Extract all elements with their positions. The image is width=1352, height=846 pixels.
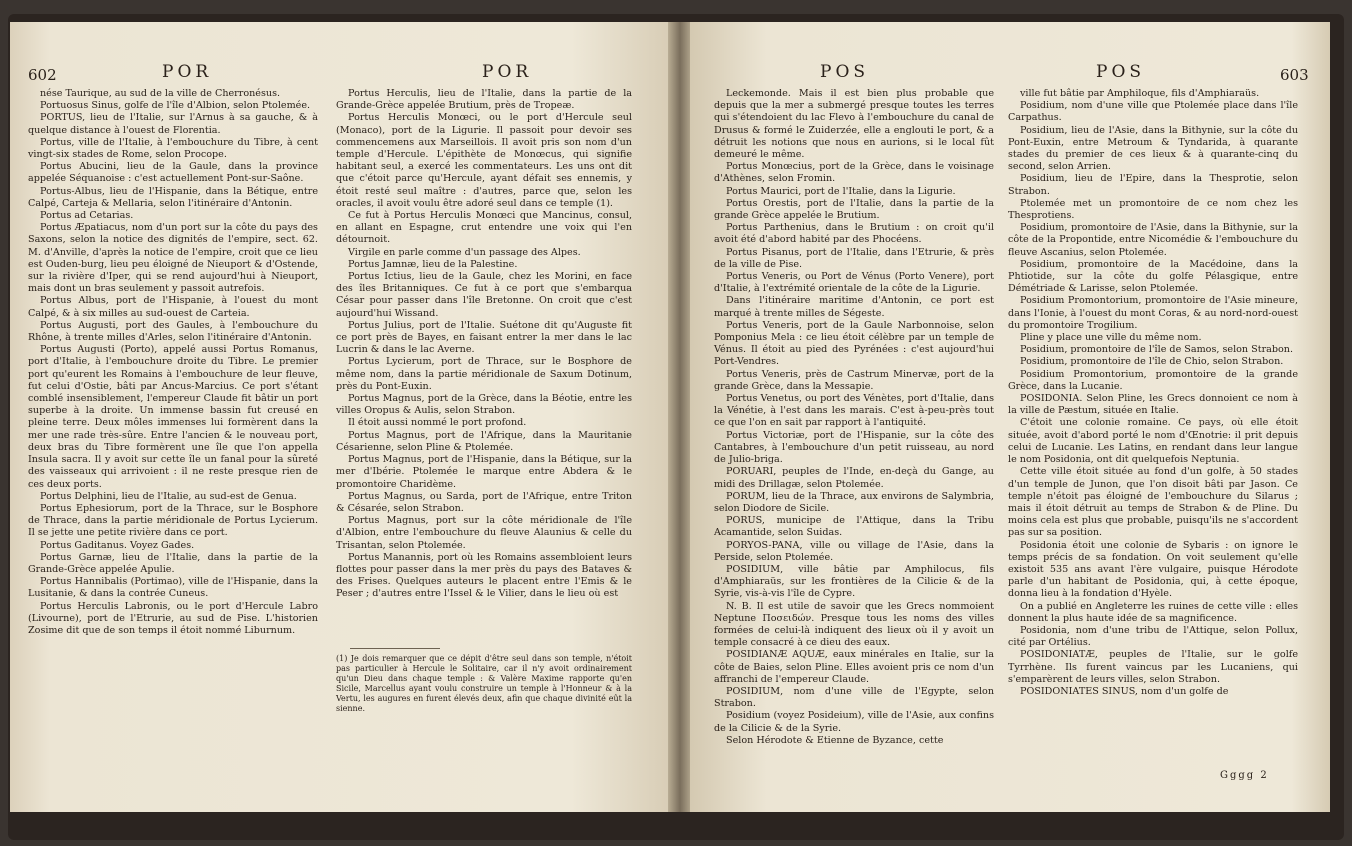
left-col1-entry: Portus ad Cetarias. [40,210,134,222]
left-col2-entry: Portus Magnus, ou Sarda, port de l'Afrique, entre Triton & Césarée, selon Strabon. [336,490,632,514]
right-col1-entry: PORUARI, peuples de l'Inde, en-deçà du Gange, au midi des Drillagæ, selon Ptolemée. [714,466,994,490]
left-col2-entry: Portus Jamnæ, lieu de la Palestine. [348,258,518,270]
right-running-head-2: POS [1096,62,1146,82]
right-col1-entry: Portus Veneris, près de Castrum Minervæ, port de la grande Grèce, dans la Messapie. [714,368,994,392]
right-col1-entry: Portus Maurici, port de l'Italie, dans la Ligurie. [726,185,956,197]
right-col2-entry: POSIDONIATES SINUS, nom d'un golfe de [1020,685,1229,697]
left-col2-entry: Portus Manannis, port où les Romains assembloient leurs flottes pour passer dans la mer près du pays des Bataves & des Frises. Quelques auteurs le placent entre l'Emis & le Peser ; d'autres entre l'Issel & le Vilier, dans le lieu où est [336,551,632,600]
right-col1-entry: Portus Parthenius, dans le Brutium : on croit qu'il avoit été d'abord habité par des Phocéens. [714,222,994,246]
left-footnote: (1) Je dois remarquer que ce dépit d'être seul dans son temple, n'étoit pas particulier à Hercule le Solitaire, car il n'y avoit ordinairement qu'un Dieu dans chaque temple : & Valère Maxime rapporte qu'en Sicile, Marcellus ayant voulu construire un temple à l'Honneur & à la Vertu, les augures en furent élevés deux, afin que chaque divinité eût la sienne. [336,654,632,713]
right-col1-entry: POSIDIANÆ AQUÆ, eaux minérales en Italie, sur la côte de Baies, selon Pline. Elles avoient pris ce nom d'un affranchi de l'empereur Claude. [714,649,994,685]
right-col2-entry: Posidonia étoit une colonie de Sybaris : on ignore le temps précis de sa fondation. On voit seulement qu'elle existoit 535 ans avant l'ère vulgaire, puisque Hérodote parle d'un habitant de Posidonia, qui, à cette époque, donna lieu à la fondation d'Hyèle. [1008,539,1298,600]
left-col2-entry: Portus Magnus, port de l'Hispanie, dans la Bétique, sur la mer d'Ibérie. Ptolemée le marque entre Abdera & le promontoire Charidème. [336,454,632,490]
left-col1-entry: Portus Albus, port de l'Hispanie, à l'ouest du mont Calpé, & à six milles au sud-ouest de Carteia. [28,295,318,319]
right-col2-entry: Posidonia, nom d'une tribu de l'Attique, selon Pollux, cité par Ortélius. [1008,624,1298,649]
right-col2-entry: Posidium Promontorium, promontoire de l'Asie mineure, dans l'Ionie, à l'ouest du mont Coras, & au nord-nord-ouest du promontoire Trogilium. [1008,295,1298,331]
left-col2-entry: Portus Herculis, lieu de l'Italie, dans la partie de la Grande-Grèce appelée Brutium, près de Tropeæ. [336,88,632,112]
right-col1-entry: Portus Orestis, port de l'Italie, dans la partie de la grande Grèce appelée le Brutium. [714,197,994,222]
left-col1-entry: Portus Augusti (Porto), appelé aussi Portus Romanus, port d'Italie, à l'embouchure droite du Tibre. Le premier port qu'eurent les Romains à l'embouchure de leur fleuve, fut celui d'Ostie, bâti par Ancus-Marcius. Ce port s'étant comblé insensiblement, l'empereur Claude fit bâtir un port superbe à la droite. Un immense bassin fut creusé en pleine terre. Deux môles immenses lui formèrent dans la mer une rade très-sûre. Entre l'ancien & le nouveau port, deux bras du Tibre formèrent une île que l'on appella Insula sacra. Il y avoit sur cette île un fanal pour la sûreté des vaisseaux qui arrivoient : il ne reste presque rien de ces deux ports. [28,344,318,490]
right-col2-entry: Posidium, promontoire de l'Asie, dans la Bithynie, sur la côte de la Propontide, entre Nicomédie & l'embouchure du fleuve Ascanius, selon Ptolemée. [1008,222,1298,258]
book-gutter [668,22,692,812]
left-page-number: 602 [28,66,57,84]
right-col2-entry: Ptolemée met un promontoire de ce nom chez les Thesprotiens. [1008,197,1298,222]
right-col2-entry: Posidium, lieu de l'Epire, dans la Thesprotie, selon Strabon. [1008,173,1298,197]
left-column-2 [336,88,632,640]
left-col1-entry: Portus Delphini, lieu de l'Italie, au sud-est de Genua. [40,490,297,502]
left-col2-entry: Portus Magnus, port de l'Afrique, dans la Mauritanie Césarienne, selon Pline & Ptolemée. [336,429,632,453]
right-col1-entry: N. B. Il est utile de savoir que les Grecs nommoient Neptune Ποσειδών. Presque tous les noms des villes formées de celui-là indiquent des lieux où il y avoit un temple consacré à ce dieu des eaux. [714,600,994,649]
left-col1-entry: Portus Gaditanus. Voyez Gades. [40,539,195,551]
left-running-head-2: POR [482,62,533,82]
right-page-number: 603 [1280,66,1309,84]
left-col2-entry: Portus Julius, port de l'Italie. Suétone dit qu'Auguste fit ce port près de Bayes, en faisant entrer la mer dans le lac Lucrin & dans le lac Averne. [336,319,632,356]
right-col1-entry: Portus Pisanus, port de l'Italie, dans l'Etrurie, & près de la ville de Pise. [714,246,994,270]
right-col2-entry: Posidium, promontoire de la Macédoine, dans la Phtiotide, sur la côte du golfe Pélasgique, entre Démétriade & Larisse, selon Ptolemée. [1008,258,1298,295]
right-col2-entry: On a publié en Angleterre les ruines de cette ville : elles donnent la plus haute idée de sa magnificence. [1008,600,1298,624]
left-running-head: POR [162,62,213,82]
left-col1-entry: Portuosus Sinus, golfe de l'île d'Albion, selon Ptolemée. [40,100,311,112]
right-column-2 [1008,88,1298,748]
right-col2-entry: Posidium, promontoire de l'île de Chio, selon Strabon. [1020,356,1284,368]
right-col2-entry: Pline y place une ville du même nom. [1020,332,1202,344]
right-col1-entry: POSIDIUM, nom d'une ville de l'Egypte, selon Strabon. [714,685,994,710]
left-col2-entry: Il étoit aussi nommé le port profond. [348,417,527,429]
footnote-rule [350,648,440,649]
right-col2-entry: Posidium, promontoire de l'île de Samos, selon Strabon. [1020,344,1294,356]
right-col1-entry: Posidium (voyez Posideium), ville de l'Asie, aux confins de la Cilicie & de la Syrie. [714,710,994,734]
left-col1-entry: Portus Æpatiacus, nom d'un port sur la côte du pays des Saxons, selon la notice des dignités de l'empire, sect. 62. M. d'Anville, d'après la notice de l'empire, croit que ce lieu est Ouden-burg, lieu peu éloigné de Nieuport & d'Ostende, sur la rivière d'Iper, qui se rend aujourd'hui à Nieuport, mais dont un bras seulement y passoit autrefois. [28,222,318,295]
left-page [10,22,670,812]
left-col1-entry: Portus Hannibalis (Portimao), ville de l'Hispanie, dans la Lusitanie, & dans la contrée Cuneus. [28,576,318,600]
left-col1-entry: Portus Garnæ, lieu de l'Italie, dans la partie de la Grande-Grèce appelée Apulie. [28,551,318,575]
right-col2-entry: POSIDONIATÆ, peuples de l'Italie, sur le golfe Tyrrhène. Ils furent vaincus par les Lucaniens, qui s'emparèrent de leurs villes, selon Strabon. [1008,649,1298,685]
right-col2-entry: ville fut bâtie par Amphiloque, fils d'Amphiaraüs. [1020,88,1260,99]
left-col2-entry: Virgile en parle comme d'un passage des Alpes. [348,246,581,258]
left-col1-entry: nése Taurique, au sud de la ville de Cherronésus. [40,88,281,99]
left-col1-entry: Portus, ville de l'Italie, à l'embouchure du Tibre, à cent vingt-six stades de Rome, selon Procope. [28,136,318,161]
right-col2-entry: Cette ville étoit située au fond d'un golfe, à 50 stades d'un temple de Junon, que l'on disoit bâti par Jason. Ce temple n'étoit pas éloigné de l'embouchure du Silarus ; mais il étoit détruit au temps de Strabon & de Pline. Du moins cela est plus que probable, puisqu'ils ne s'accordent pas sur sa position. [1008,466,1298,539]
right-col1-entry: PORUM, lieu de la Thrace, aux environs de Salymbria, selon Diodore de Sicile. [714,490,994,514]
right-col1-entry: Portus Victoriæ, port de l'Hispanie, sur la côte des Cantabres, à l'embouchure d'un petit ruisseau, au nord de Julio-briga. [714,429,994,466]
left-col2-entry: Portus Ictius, lieu de la Gaule, chez les Morini, en face des îles Britanniques. Ce fut à ce port que s'embarqua César pour passer dans l'île Bretonne. On croit que c'est aujourd'hui Wissand. [336,271,632,319]
right-col2-entry: Posidium, lieu de l'Asie, dans la Bithynie, sur la côte du Pont-Euxin, entre Metroum & Tyndarida, à quarante stades du premier de ces lieux & à quarante-cinq du second, selon Arrien. [1008,124,1298,173]
right-col1-entry: Portus Veneris, ou Port de Vénus (Porto Venere), port d'Italie, à l'extrémité orientale de la côte de la Ligurie. [714,271,994,295]
right-col1-entry: Selon Hérodote & Etienne de Byzance, cette [726,734,944,746]
left-col2-entry: Portus Magnus, port sur la côte méridionale de l'île d'Albion, entre l'embouchure du fleuve Alaunius & celle du Trisantan, selon Ptolemée. [336,515,632,551]
right-col1-entry: Portus Veneris, port de la Gaule Narbonnoise, selon Pomponius Mela : ce lieu étoit célèbre par un temple de Vénus. Il étoit au pied des Pyrénées : c'est aujourd'hui Port-Vendres. [714,319,994,368]
right-col1-entry: PORYOS-PANA, ville ou village de l'Asie, dans la Perside, selon Ptolemée. [714,539,994,563]
right-col1-entry: Dans l'itinéraire maritime d'Antonin, ce port est marqué à trente milles de Ségeste. [714,295,994,319]
right-col2-entry: Posidium, nom d'une ville que Ptolemée place dans l'île Carpathus. [1008,100,1298,124]
left-col1-entry: PORTUS, lieu de l'Italie, sur l'Arnus à sa gauche, & à quelque distance à l'ouest de Florentia. [28,112,318,136]
left-col2-entry: Portus Magnus, port de la Grèce, dans la Béotie, entre les villes Oropus & Aulis, selon Strabon. [336,393,632,417]
left-col1-entry: Portus Herculis Labronis, ou le port d'Hercule Labro (Livourne), port de l'Etrurie, au sud de Pise. L'historien Zosime dit que de son temps il étoit nommé Liburnum. [28,600,318,636]
left-col2-entry: Portus Lycierum, port de Thrace, sur le Bosphore de même nom, dans la partie méridionale de Saxum Dotinum, près du Pont-Euxin. [336,356,632,392]
right-running-head: POS [820,62,870,82]
right-page [690,22,1330,812]
left-col1-entry: Portus Augusti, port des Gaules, à l'embouchure du Rhône, à trente milles d'Arles, selon l'itinéraire d'Antonin. [28,319,318,344]
left-column-1 [28,88,318,637]
left-col2-entry: Ce fut à Portus Herculis Monœci que Mancinus, consul, en allant en Espagne, crut entendre une voix qui l'en détournoit. [336,210,632,246]
signature-mark: Gggg 2 [1220,770,1269,781]
left-col1-entry: Portus-Albus, lieu de l'Hispanie, dans la Bétique, entre Calpé, Carteja & Mellaria, selon l'itinéraire d'Antonin. [28,185,318,209]
right-column-1 [714,88,994,747]
right-col1-entry: Portus Monœcius, port de la Grèce, dans le voisinage d'Athènes, selon Fromin. [714,161,994,185]
right-col1-entry: Portus Venetus, ou port des Vénètes, port d'Italie, dans la Vénétie, à l'est dans les marais. C'est à-peu-près tout ce que l'on en sait par rapport à l'antiquité. [714,393,994,429]
right-col2-entry: POSIDONIA. Selon Pline, les Grecs donnoient ce nom à la ville de Pæstum, située en Italie. [1008,393,1298,417]
left-col1-entry: Portus Ephesiorum, port de la Thrace, sur le Bosphore de Thrace, dans la partie méridionale de Portus Lycierum. Il se jette une petite rivière dans ce port. [28,502,318,539]
left-col2-entry: Portus Herculis Monœci, ou le port d'Hercule seul (Monaco), port de la Ligurie. Il passoit pour devoir ses commencemens aux Marseillois. Il avoit pris son nom d'un temple d'Hercule. L'épithète de Monœcus, qui signifie habitant seul, a exercé les commentateurs. Les uns ont dit que c'étoit parce qu'Hercule, ayant défait ses ennemis, y étoit resté seul maître : d'autres, parce que, selon les oracles, il avoit voulu être adoré seul dans ce temple (1). [336,112,632,209]
right-col2-entry: C'étoit une colonie romaine. Ce pays, où elle étoit située, avoit d'abord porté le nom d'Œnotrie: il prit depuis celui de Lucanie. Les Latins, en rendant dans leur langue le nom Posidonia, ont dit quelquefois Neptunia. [1008,417,1298,466]
right-col1-entry: Leckemonde. Mais il est bien plus probable que depuis que la mer a submergé presque toutes les terres qui s'étendoient du lac Flevo à l'embouchure du canal de Drusus & formé le Zuiderzée, elle a englouti le port, & a détruit les notions que nous en aurions, si le local fût demeuré le même. [714,88,994,161]
right-col1-entry: POSIDIUM, ville bâtie par Amphilocus, fils d'Amphiaraüs, sur les frontières de la Cilicie & de la Syrie, vis-à-vis l'île de Cypre. [714,563,994,600]
left-col1-entry: Portus Abucini, lieu de la Gaule, dans la province appelée Séquanoise : c'est actuellement Pont-sur-Saône. [28,161,318,185]
right-col2-entry: Posidium Promontorium, promontoire de la grande Grèce, dans la Lucanie. [1008,368,1298,392]
right-col1-entry: PORUS, municipe de l'Attique, dans la Tribu Acamantide, selon Suidas. [714,515,994,539]
